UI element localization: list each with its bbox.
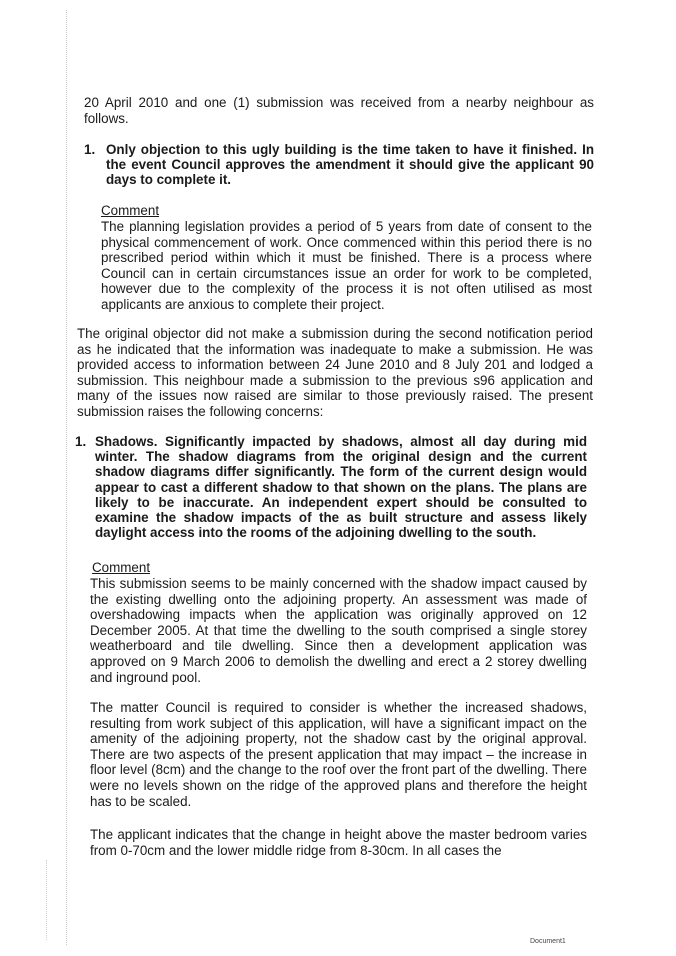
scan-margin-line [66, 10, 67, 945]
intro-paragraph: 20 April 2010 and one (1) submission was received from a nearby neighbour as follows. [84, 95, 594, 126]
objection-text: Shadows. Significantly impacted by shadows, almost all day during mid winter. The shadow diagrams from the original design and the current shadow diagrams differ significantly. The form of the current design would appear to cast a different shadow to that shown on the plans. The plans are likely to be inaccurate. An independent expert should be consulted to examine the shadow impacts of the as built structure and assess likely daylight access into the rooms of the adjoining dwelling to the south. [95, 434, 587, 541]
original-objector-paragraph: The original objector did not make a submission during the second notification period as he indicated that the information was inadequate to make a submission. He was provided access to information between 24 June 2010 and 8 July 201 and lodged a submission. This neighbour made a submission to the previous s96 application and many of the issues now raised are similar to those previously raised. The present submission raises the following concerns: [77, 326, 593, 419]
objection-item [75, 434, 587, 540]
comment-paragraph: The applicant indicates that the change in height above the master bedroom varies from 0-70cm and the lower middle ridge from 8-30cm. In all cases the [90, 827, 587, 858]
comment-heading: Comment [92, 560, 151, 575]
item-number: 1. [84, 142, 96, 157]
item-number: 1. [75, 434, 87, 449]
footer-label: Document1 [530, 938, 566, 945]
comment-paragraph: The matter Council is required to consider is whether the increased shadows, resulting from work subject of this application, will have a significant impact on the amenity of the adjoining property, not the shadow cast by the original approval. There are two aspects of the present application that may impact – the increase in floor level (8cm) and the change to the roof over the front part of the dwelling. There were no levels shown on the ridge of the approved plans and therefore the height has to be scaled. [90, 700, 587, 809]
comment-paragraph: The planning legislation provides a period of 5 years from date of consent to the physical commencement of work. Once commenced within this period there is no prescribed period within which it must be finished. There is a process where Council can in certain circumstances issue an order for work to be completed, however due to the complexity of the process it is not often utilised as most applicants are anxious to complete their project. [101, 219, 592, 312]
comment-paragraph: This submission seems to be mainly concerned with the shadow impact caused by the existing dwelling onto the adjoining property. An assessment was made of overshadowing impacts when the application was originally approved on 12 December 2005. At that time the dwelling to the south comprised a single storey weatherboard and tile dwelling. Since then a development application was approved on 9 March 2006 to demolish the dwelling and erect a 2 storey dwelling and inground pool. [90, 576, 587, 685]
objection-item [84, 142, 594, 188]
objection-text: Only objection to this ugly building is the time taken to have it finished. In the event Council approves the amendment it should give the applicant 90 days to complete it. [106, 142, 594, 188]
comment-heading: Comment [101, 203, 160, 218]
scan-margin-line [46, 860, 47, 940]
